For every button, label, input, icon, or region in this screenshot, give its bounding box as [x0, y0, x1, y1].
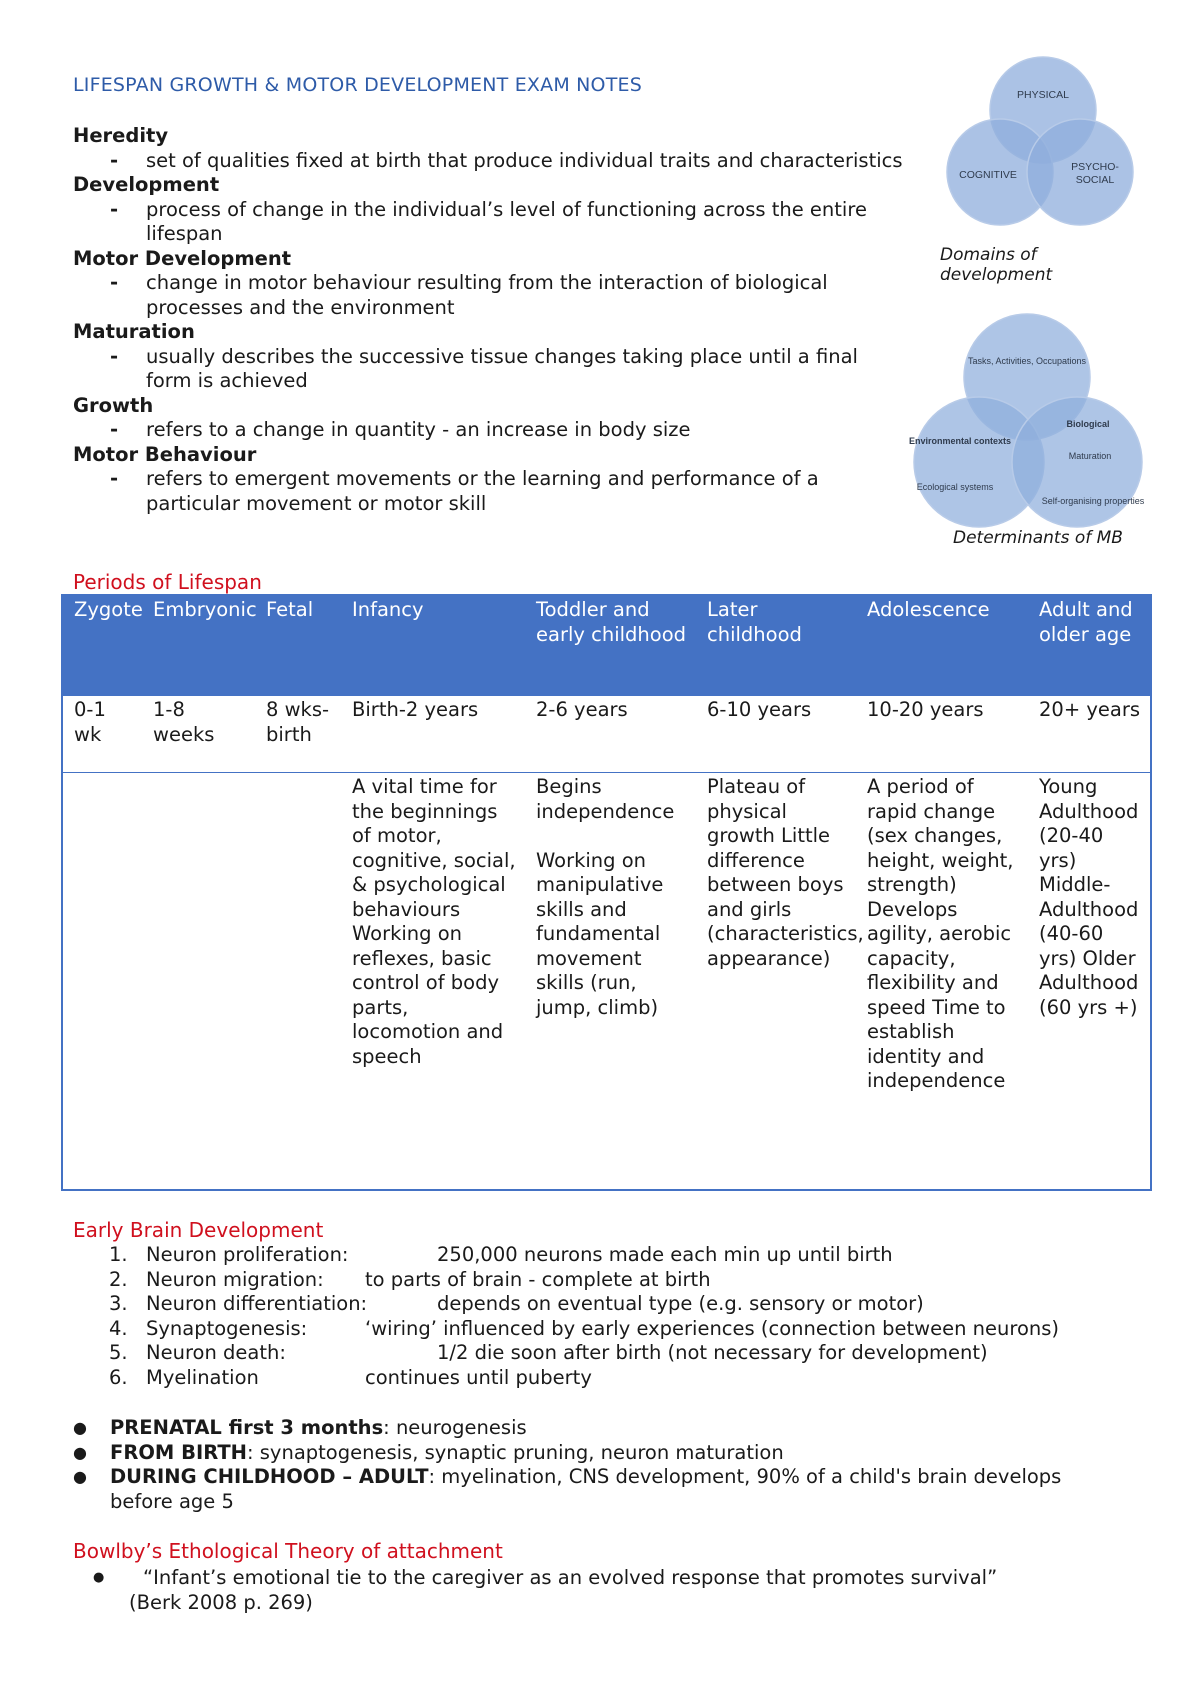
table-cell — [255, 773, 341, 1190]
table-header-cell: Adult and older age — [1028, 596, 1150, 696]
table-cell: 10-20 years — [856, 696, 1028, 773]
brain-steps-list — [73, 1243, 1173, 1390]
periods-heading: Periods of Lifespan — [73, 570, 262, 594]
cognitive-label: COGNITIVE — [959, 169, 1017, 181]
definition-term: Motor Development — [73, 246, 292, 270]
brain-heading: Early Brain Development — [73, 1218, 324, 1242]
self-organising-label: Self-organising properties — [1041, 496, 1145, 506]
definition-text: - set of qualities fixed at birth that produce individual traits and characteristics — [110, 148, 903, 172]
definitions-list — [73, 124, 903, 516]
tasks-label: Tasks, Activities, Occupations — [967, 356, 1087, 366]
bowlby-citation: (Berk 2008 p. 269) — [129, 1590, 313, 1614]
periods-table — [63, 596, 1150, 1189]
bullet-icon: ● — [93, 1570, 105, 1585]
table-cell: Young Adulthood (20-40 yrs) Middle-Adulthood (40-60 yrs) Older Adulthood (60 yrs +) — [1039, 775, 1139, 1019]
table-cell: 2-6 years — [525, 696, 696, 773]
maturation-label: Maturation — [1068, 451, 1112, 461]
list-item — [93, 1566, 1153, 1591]
determinants-venn-diagram — [905, 312, 1145, 537]
table-cell: 8 wks-birth — [255, 696, 341, 773]
bowlby-quote-block — [93, 1566, 1153, 1615]
table-header-cell: Later childhood — [696, 596, 856, 696]
list-item: 3. Neuron differentiation: depends on eventual type (e.g. sensory or motor) — [109, 1292, 924, 1315]
biological-circle — [1012, 397, 1142, 527]
bullet-icon: ● — [73, 1442, 87, 1462]
table-header-cell: Toddler and early childhood — [525, 596, 696, 696]
determinants-caption: Determinants of MB — [953, 528, 1123, 548]
table-cell — [63, 773, 142, 1190]
table-header-row — [63, 596, 1150, 696]
physical-label: PHYSICAL — [1017, 89, 1069, 101]
definition-text: - process of change in the individual’s level of functioning across the entire lifespan — [110, 197, 867, 245]
bowlby-quote: “Infant’s emotional tie to the caregiver as an evolved response that promotes survival” — [143, 1566, 998, 1589]
table-cell — [142, 773, 255, 1190]
bowlby-heading: Bowlby’s Ethological Theory of attachment — [73, 1539, 503, 1563]
table-cell: A period of rapid change (sex changes, height, weight, strength) Develops agility, aerobic capacity, flexibility and speed Time to establish identity and independence — [867, 775, 1014, 1092]
table-cell: 20+ years — [1028, 696, 1150, 773]
table-header-cell: Infancy — [341, 596, 525, 696]
table-header-cell: Embryonic — [142, 596, 255, 696]
table-row-ages — [63, 696, 1150, 773]
list-item: 5. Neuron death: 1/2 die soon after birth (not necessary for development) — [109, 1341, 988, 1364]
ecological-label: Ecological systems — [916, 482, 994, 492]
table-row-descriptions — [63, 773, 1150, 1190]
list-item: ● FROM BIRTH: synaptogenesis, synaptic pruning, neuron maturation — [73, 1440, 784, 1464]
domains-caption: Domains of development — [940, 245, 1053, 285]
social-label: SOCIAL — [1075, 174, 1115, 186]
table-header-cell: Adolescence — [856, 596, 1028, 696]
biological-label: Biological — [1066, 419, 1110, 429]
psycho-label: PSYCHO- — [1071, 161, 1119, 173]
list-item: ● DURING CHILDHOOD – ADULT: myelination, CNS development, 90% of a child's brain develops before age 5 — [73, 1465, 1062, 1513]
periods-table-frame — [61, 594, 1152, 1191]
page-title: LIFESPAN GROWTH & MOTOR DEVELOPMENT EXAM NOTES — [73, 74, 642, 96]
table-cell: 1-8 weeks — [142, 696, 255, 773]
table-cell: Birth-2 years — [341, 696, 525, 773]
environmental-label: Environmental contexts — [908, 436, 1012, 446]
definition-text: - change in motor behaviour resulting from the interaction of biological processes and the environment — [110, 271, 828, 319]
list-item: 6. Myelination continues until puberty — [109, 1365, 592, 1389]
bullet-icon: ● — [73, 1467, 87, 1486]
definition-text: - refers to emergent movements or the learning and performance of a particular movement or motor skill — [110, 467, 819, 515]
table-cell: Plateau of physical growth Little difference between boys and girls (characteristics, appearance) — [707, 775, 864, 970]
bullet-icon: ● — [73, 1418, 87, 1437]
definition-text: - usually describes the successive tissue changes taking place until a final form is achieved — [110, 344, 858, 392]
domains-venn-diagram — [930, 50, 1155, 235]
table-header-cell: Fetal — [255, 596, 341, 696]
list-item: 4. Synaptogenesis: ‘wiring’ influenced by early experiences (connection between neurons) — [109, 1316, 1060, 1340]
table-header-cell: Zygote — [63, 596, 142, 696]
brain-bullets-list — [73, 1416, 1073, 1514]
list-item: 1. Neuron proliferation: 250,000 neurons made each min up until birth — [109, 1243, 893, 1266]
table-cell: 0-1 wk — [63, 696, 142, 773]
definition-term: Maturation — [73, 320, 195, 343]
definition-text: - refers to a change in quantity - an increase in body size — [110, 418, 691, 441]
table-cell: A vital time for the beginnings of motor, cognitive, social, & psychological behaviours Working on reflexes, basic control of body parts, locomotion and speech — [352, 775, 516, 1068]
definition-term: Heredity — [73, 124, 169, 147]
definition-term: Growth — [73, 393, 154, 417]
list-item: ● PRENATAL first 3 months: neurogenesis — [73, 1416, 527, 1439]
list-item: 2. Neuron migration: to parts of brain - complete at birth — [109, 1267, 711, 1291]
definition-term: Development — [73, 173, 220, 196]
table-cell: Begins independence Working on manipulative skills and fundamental movement skills (run, jump, climb) — [536, 775, 675, 1019]
table-cell: 6-10 years — [696, 696, 856, 773]
definition-term: Motor Behaviour — [73, 442, 257, 466]
